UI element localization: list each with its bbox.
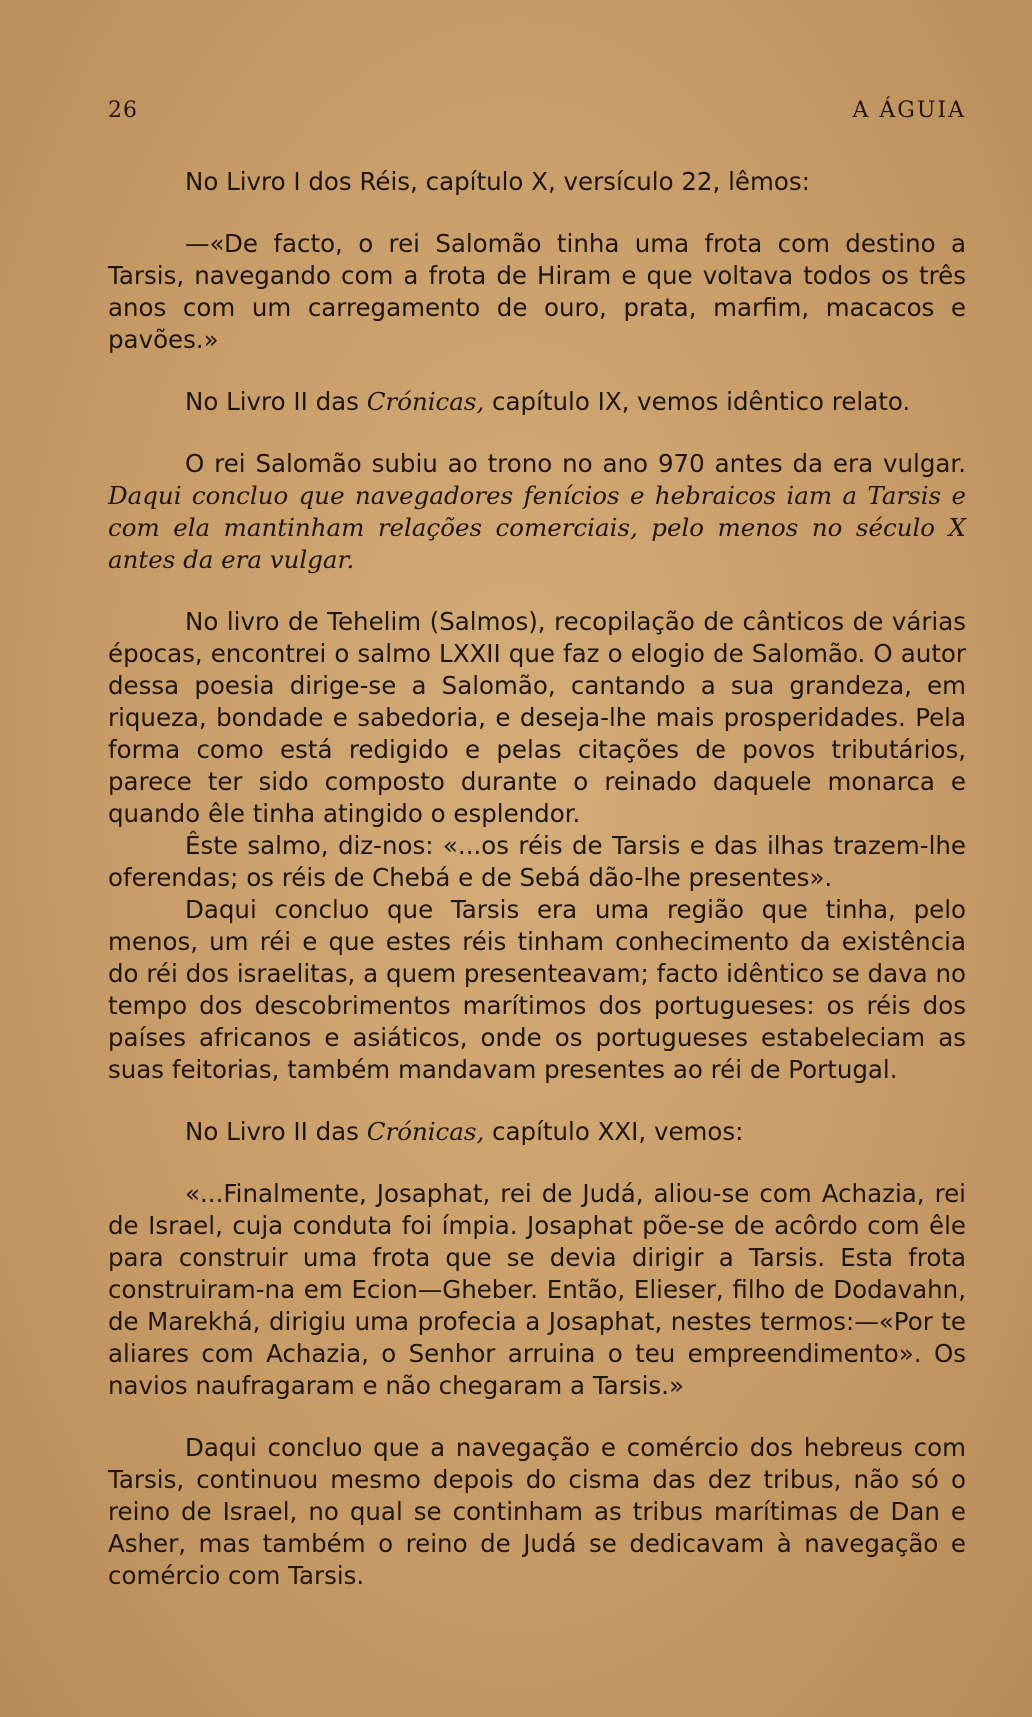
body-text bbox=[108, 166, 966, 1592]
paragraph-text: Daqui concluo que Tarsis era uma região que tinha, pelo menos, um réi e que estes réis tinham conhecimento da existência do réi dos israelitas, a quem presenteavam; facto idêntico se dava no tempo dos descobrimentos marítimos dos portugueses: os réis dos países africanos e asiáticos, onde os portugueses estabeleciam as suas feitorias, também mandavam presentes ao réi de Portugal. bbox=[108, 895, 966, 1084]
paragraph-text: No Livro II das bbox=[185, 387, 367, 416]
paragraph bbox=[108, 1432, 966, 1592]
paragraph-text: capítulo IX, vemos idêntico relato. bbox=[484, 387, 911, 416]
paragraph-text: O rei Salomão subiu ao trono no ano 970 antes da era vulgar. bbox=[185, 449, 966, 478]
italic-title: Crónicas, bbox=[366, 1117, 485, 1146]
paragraph-text: No Livro I dos Réis, capítulo X, versículo 22, lêmos: bbox=[185, 167, 810, 196]
paragraph bbox=[108, 166, 966, 198]
paragraph-text: No livro de Tehelim (Salmos), recopilação de cânticos de várias épocas, encontrei o salmo LXXII que faz o elogio de Salomão. O autor dessa poesia dirige-se a Salomão, cantando a sua grandeza, em riqueza, bondade e sabedoria, e deseja-lhe mais prosperidades. Pela forma como está redigido e pelas citações de povos tributários, parece ter sido composto durante o reinado daquele monarca e quando êle tinha atingido o esplendor. bbox=[108, 607, 966, 828]
paragraph bbox=[108, 1178, 966, 1402]
running-title: A ÁGUIA bbox=[852, 98, 966, 123]
paragraph-text: Êste salmo, diz-nos: «...os réis de Tarsis e das ilhas trazem-lhe oferendas; os réis de Chebá e de Sebá dão-lhe presentes». bbox=[108, 831, 966, 892]
paragraph bbox=[108, 894, 966, 1086]
italic-conclusion: Daqui concluo que navegadores fenícios e hebraicos iam a Tarsis e com ela mantinham relações comerciais, pelo menos no século X antes da era vulgar. bbox=[108, 481, 966, 574]
paragraph bbox=[108, 1116, 966, 1148]
paragraph bbox=[108, 386, 966, 418]
paragraph bbox=[108, 448, 966, 576]
paragraph-text: Daqui concluo que a navegação e comércio dos hebreus com Tarsis, continuou mesmo depois do cisma das dez tribus, não só o reino de Israel, no qual se continham as tribus marítimas de Dan e Asher, mas também o reino de Judá se dedicavam à navegação e comércio com Tarsis. bbox=[108, 1433, 966, 1590]
paragraph bbox=[108, 228, 966, 356]
paragraph-text: capítulo XXI, vemos: bbox=[484, 1117, 744, 1146]
paragraph bbox=[108, 606, 966, 830]
page-header bbox=[108, 98, 966, 132]
quote-text: «...Finalmente, Josaphat, rei de Judá, aliou-se com Achazia, rei de Israel, cuja conduta foi ímpia. Josaphat põe-se de acôrdo com êle para construir uma frota que se devia dirigir a Tarsis. Esta frota construiram-na em Ecion—Gheber. Então, Elieser, filho de Dodavahn, de Marekhá, dirigiu uma profecia a Josaphat, nestes termos:—«Por te aliares com Achazia, o Senhor arruina o teu empreendimento». Os navios naufragaram e não chegaram a Tarsis.» bbox=[108, 1179, 966, 1400]
quote-text: —«De facto, o rei Salomão tinha uma frota com destino a Tarsis, navegando com a frota de Hiram e que voltava todos os três anos com um carregamento de ouro, prata, marfim, macacos e pavões.» bbox=[108, 229, 966, 354]
paragraph bbox=[108, 830, 966, 894]
italic-title: Crónicas, bbox=[366, 387, 485, 416]
paragraph-text: No Livro II das bbox=[185, 1117, 367, 1146]
page-number: 26 bbox=[108, 98, 138, 123]
